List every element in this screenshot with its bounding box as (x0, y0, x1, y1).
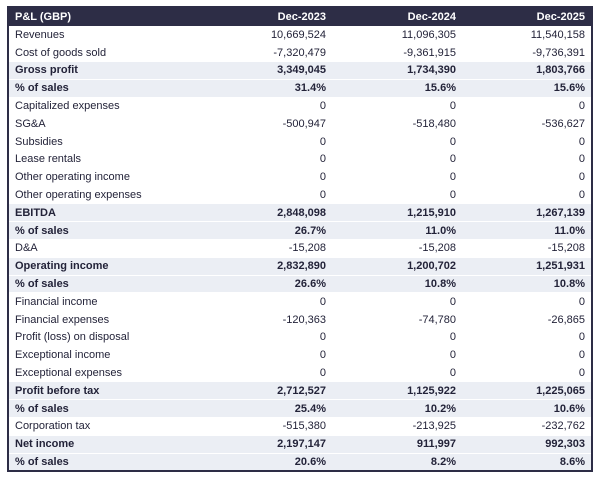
table-row (8, 275, 592, 293)
row-value: 0 (202, 133, 332, 151)
row-value: 0 (332, 186, 462, 204)
row-value: 0 (202, 97, 332, 115)
row-value: 2,197,147 (202, 435, 332, 453)
row-label: Exceptional expenses (8, 364, 202, 382)
row-label: D&A (8, 240, 202, 258)
header-row (8, 7, 592, 26)
row-value: 0 (462, 329, 592, 347)
table-row (8, 382, 592, 400)
row-value: 11,096,305 (332, 26, 462, 44)
row-label: Subsidies (8, 133, 202, 151)
table-row (8, 44, 592, 62)
column-header-dec-2025: Dec-2025 (462, 7, 592, 26)
column-header-dec-2023: Dec-2023 (202, 7, 332, 26)
row-value: 2,712,527 (202, 382, 332, 400)
row-value: 10.2% (332, 400, 462, 418)
row-value: 10,669,524 (202, 26, 332, 44)
table-row (8, 293, 592, 311)
row-value: 26.7% (202, 222, 332, 240)
row-value: 0 (462, 168, 592, 186)
row-label: Capitalized expenses (8, 97, 202, 115)
row-value: 2,832,890 (202, 257, 332, 275)
row-label: Other operating income (8, 168, 202, 186)
row-value: 1,225,065 (462, 382, 592, 400)
table-row (8, 79, 592, 97)
row-label: % of sales (8, 275, 202, 293)
row-value: 911,997 (332, 435, 462, 453)
row-value: -9,736,391 (462, 44, 592, 62)
row-value: 15.6% (332, 79, 462, 97)
row-value: 0 (332, 364, 462, 382)
row-value: 1,267,139 (462, 204, 592, 222)
row-value: 0 (332, 97, 462, 115)
row-value: 10.6% (462, 400, 592, 418)
row-value: -515,380 (202, 418, 332, 436)
row-value: -518,480 (332, 115, 462, 133)
row-value: 1,251,931 (462, 257, 592, 275)
row-label: Other operating expenses (8, 186, 202, 204)
table-row (8, 222, 592, 240)
row-value: 10.8% (332, 275, 462, 293)
table-row (8, 418, 592, 436)
row-label: Profit before tax (8, 382, 202, 400)
row-label: % of sales (8, 453, 202, 471)
row-value: -15,208 (462, 240, 592, 258)
row-label: % of sales (8, 400, 202, 418)
row-value: -536,627 (462, 115, 592, 133)
column-header-label: P&L (GBP) (8, 7, 202, 26)
row-value: -74,780 (332, 311, 462, 329)
row-label: Financial income (8, 293, 202, 311)
row-value: 20.6% (202, 453, 332, 471)
table-row (8, 435, 592, 453)
pnl-statement (7, 6, 593, 472)
table-row (8, 26, 592, 44)
table-row (8, 346, 592, 364)
row-value: -7,320,479 (202, 44, 332, 62)
row-value: -213,925 (332, 418, 462, 436)
row-label: Corporation tax (8, 418, 202, 436)
pnl-table (7, 6, 593, 472)
row-value: 0 (332, 346, 462, 364)
table-row (8, 311, 592, 329)
pnl-table-header (8, 7, 592, 26)
row-label: Profit (loss) on disposal (8, 329, 202, 347)
table-row (8, 97, 592, 115)
row-value: -9,361,915 (332, 44, 462, 62)
row-value: 0 (202, 329, 332, 347)
row-value: 0 (462, 133, 592, 151)
row-value: -232,762 (462, 418, 592, 436)
row-value: 8.2% (332, 453, 462, 471)
row-label: % of sales (8, 222, 202, 240)
table-row (8, 400, 592, 418)
row-value: 25.4% (202, 400, 332, 418)
row-value: 11,540,158 (462, 26, 592, 44)
row-value: 0 (332, 168, 462, 186)
table-row (8, 115, 592, 133)
row-value: 0 (462, 364, 592, 382)
row-value: 26.6% (202, 275, 332, 293)
row-value: 0 (202, 186, 332, 204)
pnl-table-body (8, 26, 592, 471)
row-value: 1,734,390 (332, 62, 462, 80)
row-value: 15.6% (462, 79, 592, 97)
row-value: -500,947 (202, 115, 332, 133)
row-value: 0 (462, 151, 592, 169)
row-value: 1,215,910 (332, 204, 462, 222)
row-label: Financial expenses (8, 311, 202, 329)
row-value: 0 (332, 151, 462, 169)
row-value: 0 (462, 97, 592, 115)
row-label: SG&A (8, 115, 202, 133)
table-row (8, 364, 592, 382)
row-value: 1,200,702 (332, 257, 462, 275)
table-row (8, 240, 592, 258)
table-row (8, 168, 592, 186)
row-value: -120,363 (202, 311, 332, 329)
row-label: % of sales (8, 79, 202, 97)
row-value: 1,125,922 (332, 382, 462, 400)
row-label: EBITDA (8, 204, 202, 222)
row-value: 0 (202, 168, 332, 186)
row-value: -15,208 (332, 240, 462, 258)
row-value: -26,865 (462, 311, 592, 329)
table-row (8, 453, 592, 471)
row-value: 0 (202, 151, 332, 169)
row-label: Cost of goods sold (8, 44, 202, 62)
row-value: 0 (462, 186, 592, 204)
row-label: Net income (8, 435, 202, 453)
row-value: 1,803,766 (462, 62, 592, 80)
row-label: Revenues (8, 26, 202, 44)
row-value: 0 (332, 329, 462, 347)
table-row (8, 151, 592, 169)
table-row (8, 186, 592, 204)
row-label: Gross profit (8, 62, 202, 80)
column-header-dec-2024: Dec-2024 (332, 7, 462, 26)
row-value: 0 (462, 293, 592, 311)
table-row (8, 329, 592, 347)
row-value: 0 (332, 133, 462, 151)
row-value: 2,848,098 (202, 204, 332, 222)
row-value: 31.4% (202, 79, 332, 97)
row-value: 0 (202, 364, 332, 382)
table-row (8, 257, 592, 275)
row-label: Lease rentals (8, 151, 202, 169)
row-value: 10.8% (462, 275, 592, 293)
row-value: 0 (462, 346, 592, 364)
row-value: 8.6% (462, 453, 592, 471)
table-row (8, 133, 592, 151)
row-label: Operating income (8, 257, 202, 275)
row-value: 0 (202, 293, 332, 311)
row-value: 0 (332, 293, 462, 311)
row-label: Exceptional income (8, 346, 202, 364)
row-value: 11.0% (462, 222, 592, 240)
row-value: 992,303 (462, 435, 592, 453)
row-value: 3,349,045 (202, 62, 332, 80)
table-row (8, 204, 592, 222)
row-value: -15,208 (202, 240, 332, 258)
table-row (8, 62, 592, 80)
row-value: 11.0% (332, 222, 462, 240)
row-value: 0 (202, 346, 332, 364)
